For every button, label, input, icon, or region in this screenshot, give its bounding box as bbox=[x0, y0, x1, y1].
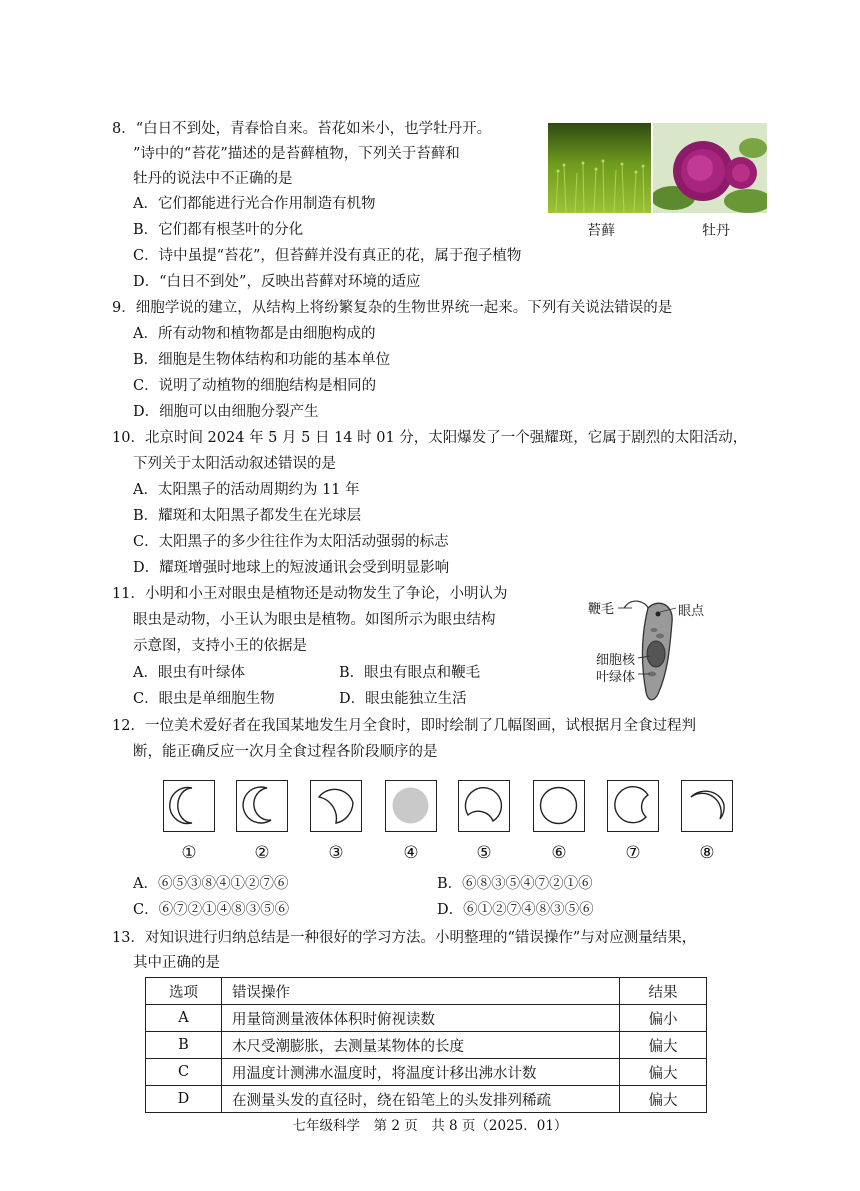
moon-label-1: ① bbox=[181, 843, 197, 863]
q8-stem-line3: 牡丹的说法中不正确的是 bbox=[133, 171, 293, 187]
q11-option-d: D．眼虫能独立生活 bbox=[339, 691, 467, 707]
euglena-diagram bbox=[588, 594, 718, 706]
moon-phase-8 bbox=[681, 780, 733, 832]
table-cell: A bbox=[146, 1005, 222, 1032]
moon-phase-4 bbox=[385, 780, 437, 832]
table-header-option: 选项 bbox=[146, 978, 222, 1005]
q12-option-d: D．⑥①②⑦④⑧③⑤⑥ bbox=[437, 902, 594, 918]
moon-label-7: ⑦ bbox=[625, 843, 641, 863]
q9-option-d: D．细胞可以由细胞分裂产生 bbox=[133, 404, 319, 420]
q8-option-d: D．“白日不到处”，反映出苔藓对环境的适应 bbox=[133, 274, 421, 290]
q8-option-c: C．诗中虽提“苔花”，但苔藓并没有真正的花，属于孢子植物 bbox=[133, 248, 522, 264]
q8-stem-line2: ”诗中的“苔花”描述的是苔藓植物，下列关于苔藓和 bbox=[133, 146, 460, 162]
table-row bbox=[146, 1005, 707, 1032]
q11-option-b: B．眼虫有眼点和鞭毛 bbox=[339, 665, 481, 681]
table-header-result: 结果 bbox=[620, 978, 707, 1005]
q11-option-c: C．眼虫是单细胞生物 bbox=[133, 691, 275, 707]
page-footer: 七年级科学 第 2 页 共 8 页（2025．01） bbox=[292, 1118, 568, 1134]
label-flagellum: 鞭毛 bbox=[588, 602, 615, 617]
moon-phase-5 bbox=[458, 780, 510, 832]
q8-option-b: B．它们都有根茎叶的分化 bbox=[133, 222, 304, 238]
q10-option-d: D．耀斑增强时地球上的短波通讯会受到明显影响 bbox=[133, 560, 450, 576]
table-cell: 偏大 bbox=[620, 1086, 707, 1113]
q10-option-c: C．太阳黑子的多少往往作为太阳活动强弱的标志 bbox=[133, 534, 449, 550]
q9-option-c: C．说明了动植物的细胞结构是相同的 bbox=[133, 378, 377, 394]
q11-stem-line2: 眼虫是动物，小王认为眼虫是植物。如图所示为眼虫结构 bbox=[133, 612, 496, 628]
q10-stem-line2: 下列关于太阳活动叙述错误的是 bbox=[133, 456, 336, 472]
table-cell: 用温度计测沸水温度时，将温度计移出沸水计数 bbox=[222, 1059, 620, 1086]
q13-stem-line2: 其中正确的是 bbox=[133, 955, 220, 971]
caption-peony: 牡丹 bbox=[702, 223, 730, 239]
table-cell: 用量筒测量液体体积时俯视读数 bbox=[222, 1005, 620, 1032]
table-header-operation: 错误操作 bbox=[222, 978, 620, 1005]
moon-phase-6 bbox=[533, 780, 585, 832]
q10-option-a: A．太阳黑子的活动周期约为 11 年 bbox=[133, 482, 360, 498]
q11-option-a: A．眼虫有叶绿体 bbox=[133, 665, 245, 681]
table-row bbox=[146, 1086, 707, 1113]
q12-stem-line1: 12．一位美术爱好者在我国某地发生月全食时，即时绘制了几幅图画，试根据月全食过程判 bbox=[112, 718, 696, 734]
table-cell: 在测量头发的直径时，绕在铅笔上的头发排列稀疏 bbox=[222, 1086, 620, 1113]
q11-stem-line3: 示意图，支持小王的依据是 bbox=[133, 638, 307, 654]
q12-option-b: B．⑥⑧③⑤④⑦②①⑥ bbox=[437, 876, 593, 892]
q12-option-c: C．⑥⑦②①④⑧③⑤⑥ bbox=[133, 902, 290, 918]
table-cell: C bbox=[146, 1059, 222, 1086]
moon-label-6: ⑥ bbox=[551, 843, 567, 863]
moon-label-8: ⑧ bbox=[699, 843, 715, 863]
table-row bbox=[146, 1059, 707, 1086]
moon-label-2: ② bbox=[254, 843, 270, 863]
q13-stem-line1: 13．对知识进行归纳总结是一种很好的学习方法。小明整理的“错误操作”与对应测量结果， bbox=[112, 930, 697, 946]
moon-phase-3 bbox=[310, 780, 362, 832]
table-cell: 木尺受潮膨胀，去测量某物体的长度 bbox=[222, 1032, 620, 1059]
moon-label-4: ④ bbox=[403, 843, 419, 863]
table-cell: 偏小 bbox=[620, 1005, 707, 1032]
q10-stem-line1: 10．北京时间 2024 年 5 月 5 日 14 时 01 分，太阳爆发了一个强耀斑，它属于剧烈的太阳活动， bbox=[112, 430, 748, 446]
q11-stem-line1: 11．小明和小王对眼虫是植物还是动物发生了争论，小明认为 bbox=[112, 586, 508, 602]
caption-moss: 苔藓 bbox=[587, 223, 615, 239]
label-nucleus: 细胞核 bbox=[596, 653, 636, 668]
table-cell: D bbox=[146, 1086, 222, 1113]
q10-option-b: B．耀斑和太阳黑子都发生在光球层 bbox=[133, 508, 362, 524]
q9-option-b: B．细胞是生物体结构和功能的基本单位 bbox=[133, 352, 391, 368]
q8-option-a: A．它们都能进行光合作用制造有机物 bbox=[133, 196, 376, 212]
q9-stem: 9．细胞学说的建立，从结构上将纷繁复杂的生物世界统一起来。下列有关说法错误的是 bbox=[112, 300, 673, 316]
label-chloroplast: 叶绿体 bbox=[596, 670, 636, 685]
moon-label-3: ③ bbox=[328, 843, 344, 863]
table-cell: B bbox=[146, 1032, 222, 1059]
moss-photo bbox=[548, 123, 651, 213]
moon-phase-7 bbox=[607, 780, 659, 832]
q9-option-a: A．所有动物和植物都是由细胞构成的 bbox=[133, 326, 376, 342]
peony-photo bbox=[653, 123, 767, 213]
q12-stem-line2: 断，能正确反应一次月全食过程各阶段顺序的是 bbox=[133, 744, 438, 760]
moon-label-5: ⑤ bbox=[476, 843, 492, 863]
table-cell: 偏大 bbox=[620, 1032, 707, 1059]
q8-stem-line1: 8．“白日不到处，青春恰自来。苔花如米小，也学牡丹开。 bbox=[112, 121, 492, 137]
moon-phase-2 bbox=[236, 780, 288, 832]
table-header-row bbox=[146, 978, 707, 1005]
q13-table bbox=[145, 977, 707, 1113]
moon-phase-1 bbox=[163, 780, 215, 832]
q12-option-a: A．⑥⑤③⑧④①②⑦⑥ bbox=[133, 876, 289, 892]
label-eyespot: 眼点 bbox=[678, 604, 705, 619]
table-row bbox=[146, 1032, 707, 1059]
table-cell: 偏大 bbox=[620, 1059, 707, 1086]
